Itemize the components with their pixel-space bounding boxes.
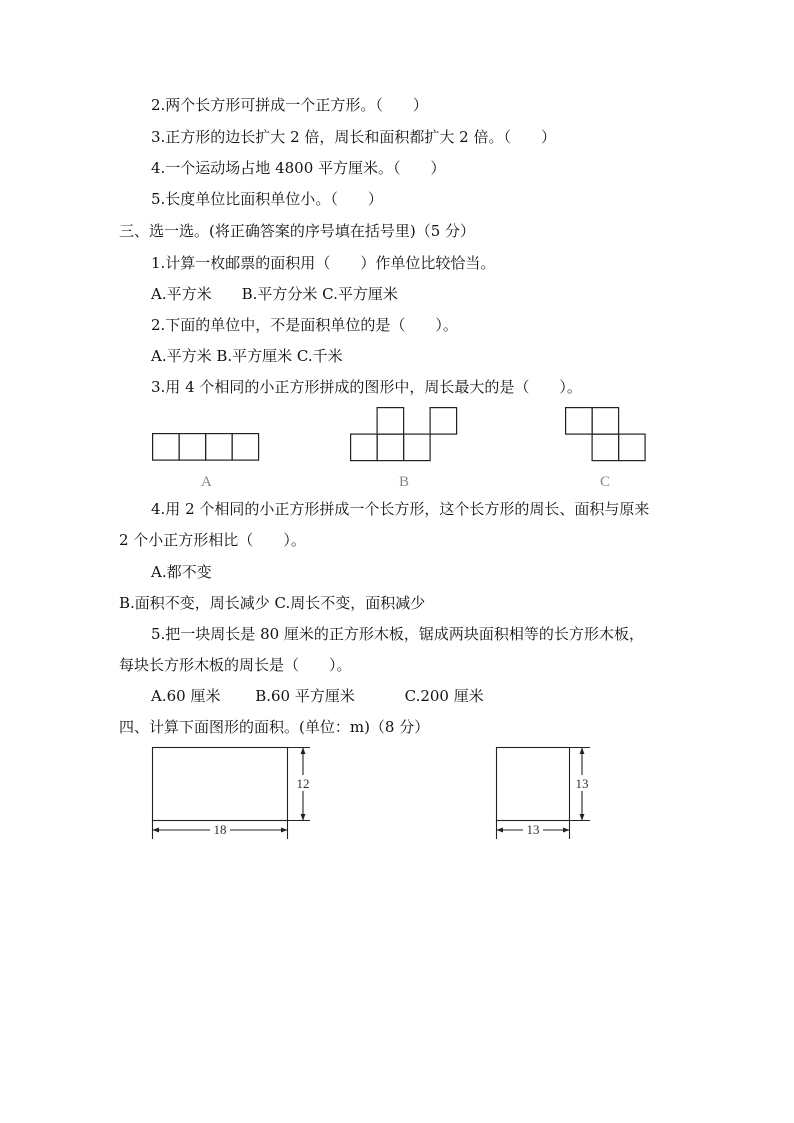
square-figure — [492, 744, 597, 842]
figure-a-label: A — [201, 474, 212, 490]
square-width-label: 13 — [526, 822, 540, 837]
choice-q5-options: A.60 厘米 B.60 平方厘米 C.200 厘米 — [151, 687, 484, 705]
choice-q2-stem: 2.下面的单位中，不是面积单位的是（ ）。 — [151, 316, 458, 334]
judge-q3: 3.正方形的边长扩大 2 倍，周长和面积都扩大 2 倍。（ ） — [151, 128, 556, 146]
figure-b — [350, 407, 460, 463]
rectangle-1-width-label: 18 — [213, 822, 227, 837]
choice-q3-stem: 3.用 4 个相同的小正方形拼成的图形中，周长最大的是（ ）。 — [151, 378, 582, 396]
judge-q2: 2.两个长方形可拼成一个正方形。（ ） — [151, 96, 428, 114]
choice-q2-options: A.平方米 B.平方厘米 C.千米 — [151, 347, 343, 365]
rectangle-1 — [153, 748, 288, 821]
judge-q4: 4.一个运动场占地 4800 平方厘米。（ ） — [151, 159, 446, 177]
choice-q5-stem-line2: 每块长方形木板的周长是（ ）。 — [119, 656, 352, 674]
choice-q1-stem: 1.计算一枚邮票的面积用（ ）作单位比较恰当。 — [151, 254, 496, 272]
choice-q4-option-bc: B.面积不变，周长减少 C.周长不变，面积减少 — [119, 594, 426, 612]
figure-c — [565, 407, 649, 463]
rectangle-1-figure — [148, 744, 318, 842]
square — [497, 748, 570, 821]
figure-b-label: B — [399, 474, 410, 490]
choice-q4-stem-line1: 4.用 2 个相同的小正方形拼成一个长方形，这个长方形的周长、面积与原来 — [151, 500, 650, 518]
section3-title: 三、选一选。(将正确答案的序号填在括号里)（5 分） — [119, 222, 476, 240]
section4-title: 四、计算下面图形的面积。(单位：m)（8 分） — [119, 718, 430, 736]
figure-c-label: C — [600, 474, 611, 490]
choice-q4-stem-line2: 2 个小正方形相比（ ）。 — [119, 531, 306, 549]
choice-q4-option-a: A.都不变 — [151, 563, 212, 581]
choice-q5-stem-line1: 5.把一块周长是 80 厘米的正方形木板，锯成两块面积相等的长方形木板， — [151, 625, 644, 643]
square-height-label: 13 — [575, 776, 589, 791]
judge-q5: 5.长度单位比面积单位小。（ ） — [151, 190, 383, 208]
choice-q1-options: A.平方米 B.平方分米 C.平方厘米 — [151, 285, 398, 303]
figure-a — [152, 433, 260, 462]
rectangle-1-height-label: 12 — [296, 776, 310, 791]
